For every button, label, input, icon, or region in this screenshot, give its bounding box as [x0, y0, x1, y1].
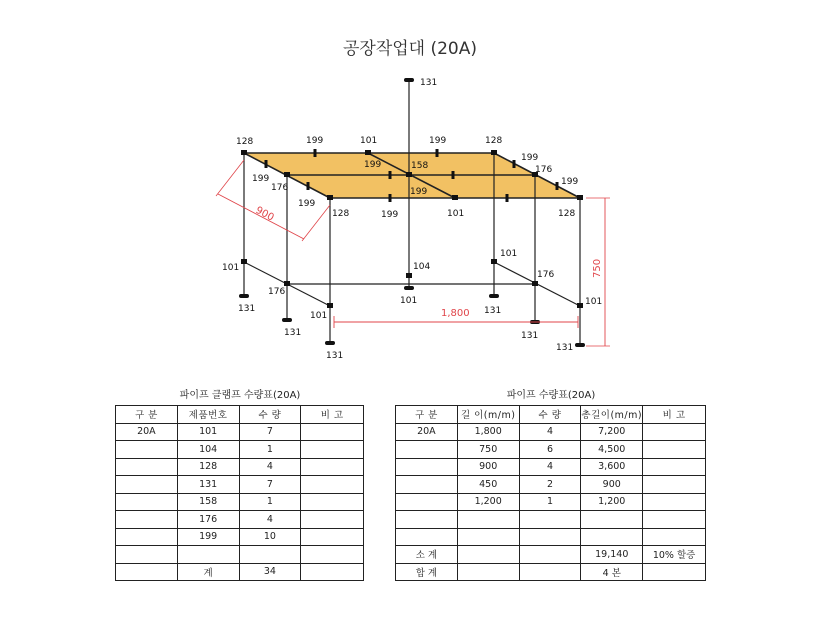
table-cell [301, 528, 364, 546]
table-cell [457, 546, 519, 564]
leg-foot [325, 341, 335, 345]
part-number-label: 101 [400, 296, 418, 306]
depth-extension-line [302, 205, 330, 241]
pipe-clamp [265, 160, 268, 168]
table-cell: 10% 할증 [643, 546, 706, 564]
table-cell: 4 [239, 458, 301, 476]
table-cell [396, 528, 458, 546]
pipe-quantity-table [395, 405, 706, 581]
header-cell: 비 고 [643, 406, 706, 424]
table-cell: 합 계 [396, 563, 458, 581]
height-dimension-label: 750 [592, 258, 603, 278]
table-cell [519, 563, 581, 581]
pipe-clamp [577, 303, 583, 308]
table-cell: 1,200 [581, 493, 643, 511]
part-number-label: 199 [429, 136, 447, 146]
depth-dimension-label: 900 [253, 204, 276, 224]
table-cell [301, 493, 364, 511]
table-cell [116, 546, 178, 564]
table-row [396, 511, 706, 529]
pipe-clamp [365, 150, 371, 155]
table-cell [581, 511, 643, 529]
table-cell [643, 458, 706, 476]
table-row [396, 546, 706, 564]
part-number-label: 199 [521, 153, 539, 163]
table-cell: 6 [519, 441, 581, 459]
table-cell [116, 511, 178, 529]
part-number-label: 199 [252, 174, 270, 184]
table-cell: 199 [177, 528, 239, 546]
part-number-label: 131 [484, 306, 502, 316]
table-cell [239, 546, 301, 564]
table-row [116, 423, 364, 441]
part-number-label: 101 [310, 311, 328, 321]
part-number-label: 199 [410, 187, 428, 197]
part-number-label: 128 [332, 209, 350, 219]
table-row [116, 546, 364, 564]
table-row [116, 493, 364, 511]
table-cell: 104 [177, 441, 239, 459]
table-row [396, 458, 706, 476]
table-cell [116, 563, 178, 581]
part-number-label: 176 [535, 165, 553, 175]
table-cell [581, 528, 643, 546]
part-number-label: 101 [360, 136, 378, 146]
part-number-label: 131 [556, 343, 574, 353]
table-cell [301, 476, 364, 494]
part-number-label: 199 [298, 199, 316, 209]
part-number-label: 199 [561, 177, 579, 187]
header-cell: 길 이(m/m) [457, 406, 519, 424]
leg-foot [239, 294, 249, 298]
table-header-row [116, 406, 364, 424]
table-cell: 2 [519, 476, 581, 494]
table-row [396, 423, 706, 441]
table-cell: 4,500 [581, 441, 643, 459]
pipe-clamp [241, 259, 247, 264]
table-cell: 7 [239, 423, 301, 441]
clamp-quantity-table [115, 405, 364, 581]
table-cell [301, 423, 364, 441]
part-number-label: 158 [411, 161, 429, 171]
clamp-table-caption: 파이프 클램프 수량표(20A) [179, 390, 301, 401]
part-number-label: 128 [485, 136, 503, 146]
table-cell [643, 493, 706, 511]
pipe-clamp [241, 150, 247, 155]
table-cell: 10 [239, 528, 301, 546]
table-cell [643, 563, 706, 581]
table-cell [643, 441, 706, 459]
pipe-clamp [327, 195, 333, 200]
table-row [396, 476, 706, 494]
table-cell: 158 [177, 493, 239, 511]
part-number-label: 101 [222, 263, 240, 273]
table-row [116, 458, 364, 476]
table-cell: 19,140 [581, 546, 643, 564]
table-cell: 101 [177, 423, 239, 441]
pipe-clamp [513, 160, 516, 168]
pipe-table-caption: 파이프 수량표(20A) [506, 390, 596, 401]
pipe-clamp [389, 171, 392, 179]
table-row [396, 528, 706, 546]
table-cell [396, 511, 458, 529]
part-number-label: 128 [236, 137, 254, 147]
table-cell [301, 441, 364, 459]
table-row [396, 493, 706, 511]
table-cell [301, 511, 364, 529]
length-dimension-label: 1,800 [441, 308, 470, 319]
table-cell: 1 [239, 493, 301, 511]
table-cell: 1 [519, 493, 581, 511]
part-number-label: 199 [364, 160, 382, 170]
depth-extension-line [216, 160, 244, 196]
pipe-clamp [577, 195, 583, 200]
table-cell [301, 458, 364, 476]
table-cell [116, 493, 178, 511]
table-cell [643, 511, 706, 529]
table-cell: 4 [519, 423, 581, 441]
table-cell: 7,200 [581, 423, 643, 441]
table-cell [116, 441, 178, 459]
table-cell [396, 441, 458, 459]
table-cell: 900 [581, 476, 643, 494]
table-cell: 131 [177, 476, 239, 494]
part-number-label: 128 [558, 209, 576, 219]
pipe-clamp [284, 172, 290, 177]
leg-foot [404, 286, 414, 290]
table-row [116, 511, 364, 529]
part-number-label: 101 [500, 249, 518, 259]
header-cell: 구 분 [116, 406, 178, 424]
table-row [116, 528, 364, 546]
table-cell: 3,600 [581, 458, 643, 476]
table-cell: 4 본 [581, 563, 643, 581]
header-cell: 비 고 [301, 406, 364, 424]
pipe-clamp [406, 273, 412, 278]
table-cell: 128 [177, 458, 239, 476]
header-cell: 제품번호 [177, 406, 239, 424]
drawing-title: 공장작업대 (20A) [342, 39, 478, 59]
pipe-clamp [452, 171, 455, 179]
table-cell [519, 528, 581, 546]
pipe-clamp [532, 281, 538, 286]
table-cell: 1 [239, 441, 301, 459]
part-number-label: 101 [585, 297, 603, 307]
pipe-clamp [452, 195, 458, 200]
part-number-label: 131 [238, 304, 256, 314]
table-cell: 1,800 [457, 423, 519, 441]
table-cell: 1,200 [457, 493, 519, 511]
part-number-label: 176 [268, 287, 286, 297]
leg-foot [282, 318, 292, 322]
table-cell [457, 511, 519, 529]
header-cell: 총길이(m/m) [581, 406, 643, 424]
part-number-label: 131 [420, 78, 438, 88]
table-cell: 4 [519, 458, 581, 476]
table-row [116, 476, 364, 494]
center-post-cap [404, 78, 414, 82]
pipe-clamp [556, 182, 559, 190]
table-cell: 900 [457, 458, 519, 476]
table-cell [396, 476, 458, 494]
table-cell [301, 546, 364, 564]
part-number-label: 101 [447, 209, 465, 219]
table-cell [301, 563, 364, 581]
table-cell [643, 476, 706, 494]
table-cell [519, 511, 581, 529]
part-number-label: 176 [271, 183, 289, 193]
pipe-clamp [307, 182, 310, 190]
part-number-label: 176 [537, 270, 555, 280]
table-row [396, 441, 706, 459]
table-row [396, 563, 706, 581]
pipe-clamp [389, 194, 392, 202]
part-number-label: 131 [521, 331, 539, 341]
header-cell: 구 분 [396, 406, 458, 424]
part-number-label: 104 [413, 262, 431, 272]
table-cell [396, 493, 458, 511]
part-number-label: 131 [326, 351, 344, 361]
table-header-row [396, 406, 706, 424]
part-number-label: 131 [284, 328, 302, 338]
leg-foot [489, 294, 499, 298]
table-cell: 20A [396, 423, 458, 441]
table-cell: 34 [239, 563, 301, 581]
table-row [116, 563, 364, 581]
table-cell [519, 546, 581, 564]
table-cell [643, 423, 706, 441]
table-cell: 소 계 [396, 546, 458, 564]
part-number-label: 199 [306, 136, 324, 146]
pipe-clamp [314, 149, 317, 157]
table-cell [116, 528, 178, 546]
table-cell [116, 476, 178, 494]
table-cell [457, 563, 519, 581]
table-cell [643, 528, 706, 546]
table-cell: 7 [239, 476, 301, 494]
pipe-clamp [436, 149, 439, 157]
table-cell: 450 [457, 476, 519, 494]
pipe-clamp [491, 259, 497, 264]
table-cell: 계 [177, 563, 239, 581]
pipe-clamp [327, 303, 333, 308]
table-cell [396, 458, 458, 476]
part-number-label: 199 [381, 210, 399, 220]
table-cell: 750 [457, 441, 519, 459]
table-cell [457, 528, 519, 546]
table-row [116, 441, 364, 459]
table-cell [177, 546, 239, 564]
pipe-clamp [406, 172, 412, 177]
header-cell: 수 량 [239, 406, 301, 424]
table-cell: 20A [116, 423, 178, 441]
leg-foot [575, 343, 585, 347]
pipe-clamp [284, 281, 290, 286]
table-cell [116, 458, 178, 476]
header-cell: 수 량 [519, 406, 581, 424]
pipe-clamp [491, 150, 497, 155]
table-cell: 4 [239, 511, 301, 529]
table-cell: 176 [177, 511, 239, 529]
pipe-clamp [506, 194, 509, 202]
